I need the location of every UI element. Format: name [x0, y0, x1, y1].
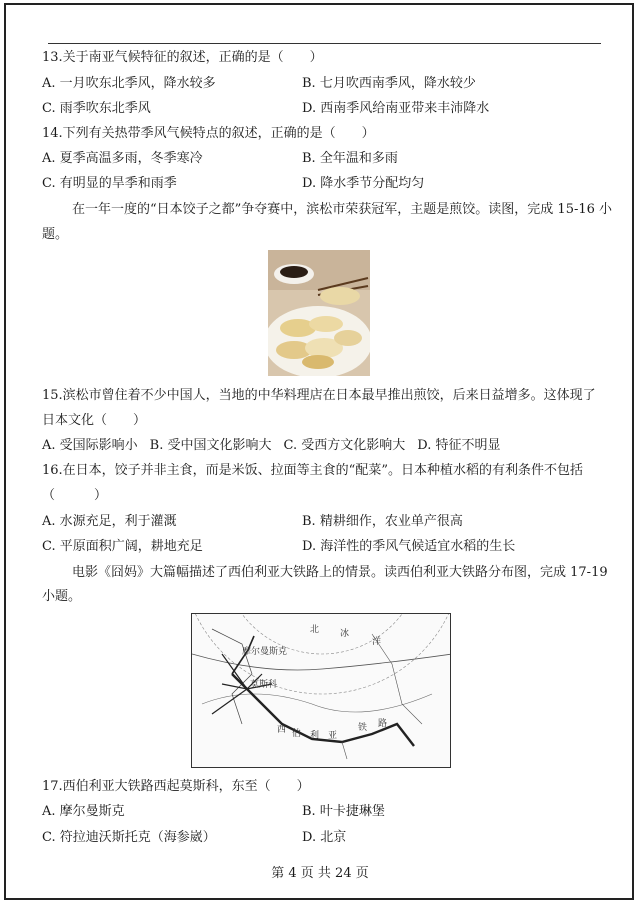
q14-stem: 14.下列有关热带季风气候特点的叙述，正确的是（ ）: [42, 126, 375, 141]
q13-option-d: D. 西南季风给南亚带来丰沛降水: [302, 101, 490, 116]
q14-option-c: C. 有明显的旱季和雨季: [42, 176, 177, 191]
q17-option-b: B. 叶卡捷琳堡: [302, 804, 385, 819]
map-label-tie: 铁: [358, 723, 368, 733]
q16-option-d: D. 海洋性的季风气候适宜水稻的生长: [302, 539, 516, 554]
map-label-ya: 亚: [328, 731, 338, 741]
intro2-line2: 小题。: [42, 589, 82, 604]
map-label-bo: 伯: [292, 729, 302, 739]
q15-options: [42, 436, 500, 456]
map-label-li: 利: [310, 731, 320, 741]
q17-option-d: D. 北京: [302, 830, 347, 845]
intro2-line1: 电影《囧妈》大篇幅描述了西伯利亚大铁路上的情景。读西伯利亚大铁路分布图，完成 17-19: [72, 565, 608, 580]
map-label-yang: 洋: [372, 637, 382, 647]
header-rule: [48, 43, 601, 44]
q17-stem: 17.西伯利亚大铁路西起莫斯科，东至（ ）: [42, 779, 310, 794]
q13-option-c: C. 雨季吹东北季风: [42, 101, 151, 116]
q16-option-c: C. 平原面积广阔，耕地充足: [42, 539, 203, 554]
q13-option-a: A. 一月吹东北季风，降水较多: [42, 76, 216, 91]
q15-option-c: C. 受西方文化影响大: [283, 438, 406, 453]
q15-stem-line1: 15.滨松市曾住着不少中国人，当地的中华料理店在日本最早推出煎饺，后来日益增多。这体现了: [42, 388, 596, 403]
q16-stem-line2: （ ）: [42, 488, 108, 503]
q15-option-d: D. 特征不明显: [417, 438, 501, 453]
q17-option-c: C. 符拉迪沃斯托克（海参崴）: [42, 830, 216, 845]
q15-stem-line2: 日本文化（ ）: [42, 413, 147, 428]
siberian-railway-map: [191, 613, 451, 768]
q13-option-b: B. 七月吹西南季风，降水较少: [302, 76, 476, 91]
q17-option-a: A. 摩尔曼斯克: [42, 804, 125, 819]
intro1-line1: 在一年一度的“日本饺子之都”争夺赛中，滨松市荣获冠军，主题是煎饺。读图，完成 15-16 小: [72, 202, 613, 217]
intro1-line2: 题。: [42, 227, 69, 242]
map-label-lu: 路: [378, 719, 388, 729]
map-label-murmansk: 摩尔曼斯克: [242, 647, 288, 657]
q14-option-a: A. 夏季高温多雨，冬季寒冷: [42, 151, 203, 166]
page-footer: 第 4 页 共 24 页: [271, 866, 369, 881]
map-label-moscow: 莫斯科: [250, 680, 278, 690]
q15-option-a: A. 受国际影响小: [42, 438, 138, 453]
map-label-bei: 北: [310, 625, 320, 635]
q16-option-a: A. 水源充足，利于灌溉: [42, 514, 177, 529]
q14-option-b: B. 全年温和多雨: [302, 151, 398, 166]
map-label-bing: 冰: [340, 629, 350, 639]
q13-stem: 13.关于南亚气候特征的叙述，正确的是（ ）: [42, 50, 323, 65]
q14-option-d: D. 降水季节分配均匀: [302, 176, 425, 191]
q15-option-b: B. 受中国文化影响大: [149, 438, 272, 453]
q16-option-b: B. 精耕细作，农业单产很高: [302, 514, 463, 529]
map-label-xi: 西: [277, 725, 287, 735]
dumpling-photo: [268, 250, 370, 376]
q16-stem-line1: 16.在日本，饺子并非主食，而是米饭、拉面等主食的“配菜”。日本种植水稻的有利条件不包括: [42, 463, 583, 478]
